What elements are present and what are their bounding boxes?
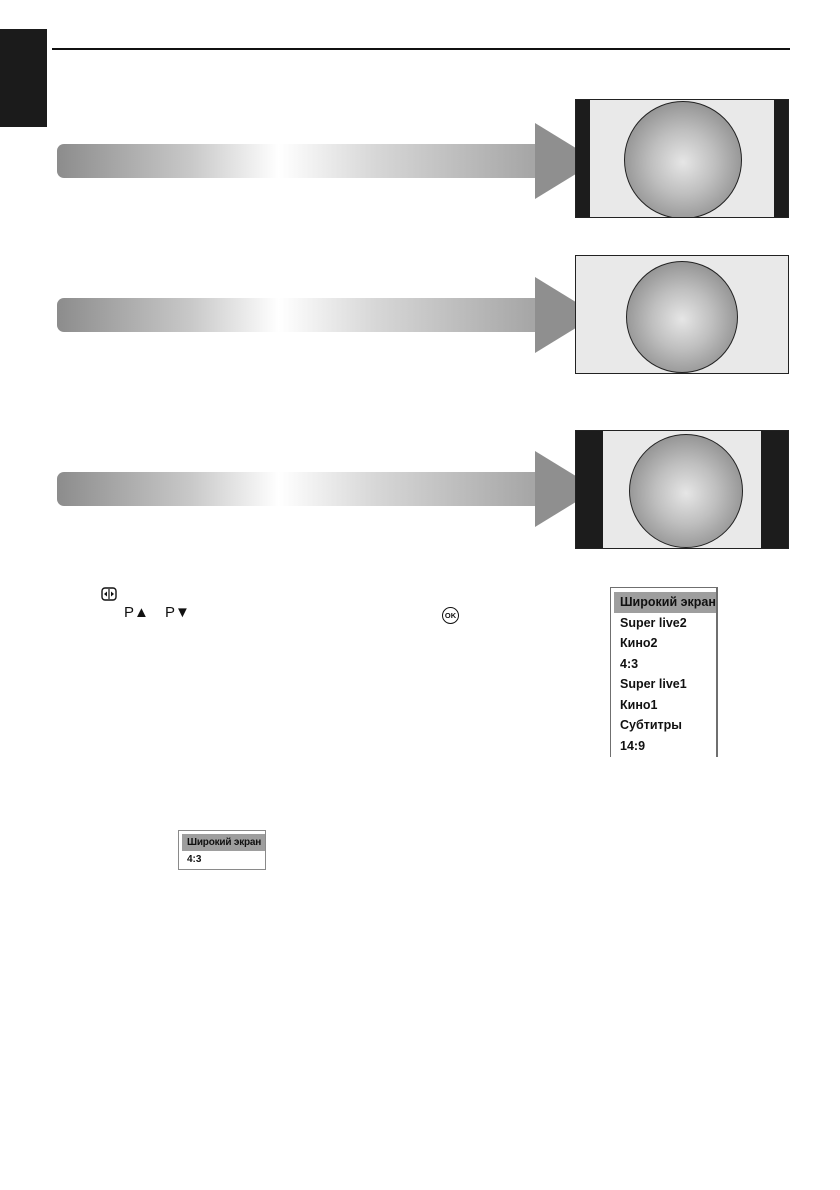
screen-full-wide	[575, 255, 789, 374]
menu-item[interactable]: 4:3	[620, 656, 639, 671]
wide-mode-menu-small	[178, 830, 266, 870]
screen-pillarbox-narrow	[575, 99, 789, 218]
menu-item[interactable]: Субтитры	[620, 718, 682, 732]
arrow-graphic-3	[57, 451, 597, 527]
left-side-bar	[576, 431, 603, 548]
menu-item[interactable]: Кино2	[620, 636, 658, 650]
right-side-bar	[761, 431, 788, 548]
wide-button-icon	[101, 587, 117, 601]
language-tab	[0, 29, 47, 127]
left-side-bar	[576, 100, 590, 217]
test-circle	[624, 101, 742, 218]
arrow-bar	[57, 144, 539, 178]
screen-pillarbox-wide	[575, 430, 789, 549]
menu-item[interactable]: Кино1	[620, 697, 658, 712]
menu-item[interactable]: Super live2	[620, 615, 687, 630]
menu-item[interactable]: 4:3	[187, 854, 202, 865]
header-rule	[52, 48, 790, 50]
menu-item[interactable]: 14:9	[620, 738, 646, 753]
right-side-bar	[774, 100, 788, 217]
p-up-button-icon: P▲	[124, 604, 149, 621]
menu-item-selected[interactable]: Широкий экран	[182, 834, 265, 851]
test-circle	[626, 261, 738, 373]
arrow-graphic-2	[57, 277, 597, 353]
test-circle	[629, 434, 743, 548]
menu-item[interactable]: Super live1	[620, 677, 687, 691]
ok-button-icon: OK	[442, 607, 459, 624]
wide-mode-menu	[610, 587, 718, 757]
menu-item-selected[interactable]: Широкий экран	[614, 592, 716, 613]
arrow-bar	[57, 298, 539, 332]
arrow-graphic-1	[57, 123, 597, 199]
p-down-button-icon: P▼	[165, 604, 190, 621]
arrow-bar	[57, 472, 539, 506]
